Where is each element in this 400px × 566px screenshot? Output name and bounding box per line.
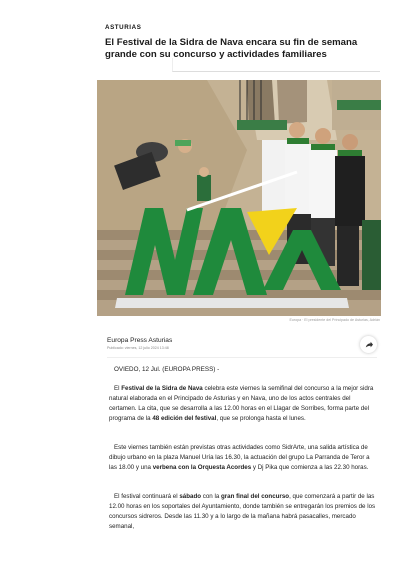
bold-text-run: gran final del concurso [220,493,290,500]
bold-text-run: sábado [179,493,202,500]
text-run: celebra este viernes la semifinal del concurso a la mejor sidra natural elaborada en el Principado de Asturias y en Nava, uno de los actos centrales del certamen. La cita, que se desarrolla a las 12.00 horas en el Llagar de Sorribes, forma parte del programa de la [109,385,374,423]
share-button[interactable] [360,336,377,353]
article-paragraph-1 [109,384,377,424]
text-run: , que se prolonga hasta el lunes. [216,415,306,423]
byline-source[interactable]: Europa Press Asturias [107,337,173,344]
byline-divider [107,357,377,358]
article-photo [97,80,381,316]
photo-caption: Europa · El presidente del Principado de Asturias, Adrián [289,318,380,322]
text-run: con la [201,493,221,500]
article-dateline: OVIEDO, 12 Jul. (EUROPA PRESS) - [114,366,220,373]
headline-rule [172,58,380,72]
text-run: , que comenzará a partir de las 12.00 horas en los soportales del Ayuntamiento, donde también se entregarán los premios de los concursos sidreros. Desde las 11.30 y a lo largo de la mañana habrá pasacalles, mercado semanal, [109,493,376,531]
bold-text-run: verbena con la Orquesta Acordes [152,464,252,472]
section-label[interactable]: ASTURIAS [105,24,142,31]
share-icon [365,341,373,349]
text-run: Este viernes también están previstas otras actividades como SidrArte, una salida artística de dibujo urbano en la plaza Manuel Uría las 16.30, la actuación del grupo La Parranda de Teror a las 18.00 y una [109,444,370,472]
bold-text-run: Festival de la Sidra de Nava [121,385,203,392]
article-headline: El Festival de la Sidra de Nava encara su fin de semana grande con su concurso y actividades familiares [105,37,358,60]
text-run: El [114,385,122,392]
article-paragraph-3 [109,492,377,532]
text-run: El festival continuará el [114,493,180,500]
article-paragraph-2 [109,443,377,473]
bold-text-run: 48 edición del festival [152,415,217,423]
publication-date: Publicado: viernes, 12 julio 2024 13:48 [107,346,169,350]
text-run: y Dj Pika que comienza a las 22.30 horas. [251,464,369,472]
